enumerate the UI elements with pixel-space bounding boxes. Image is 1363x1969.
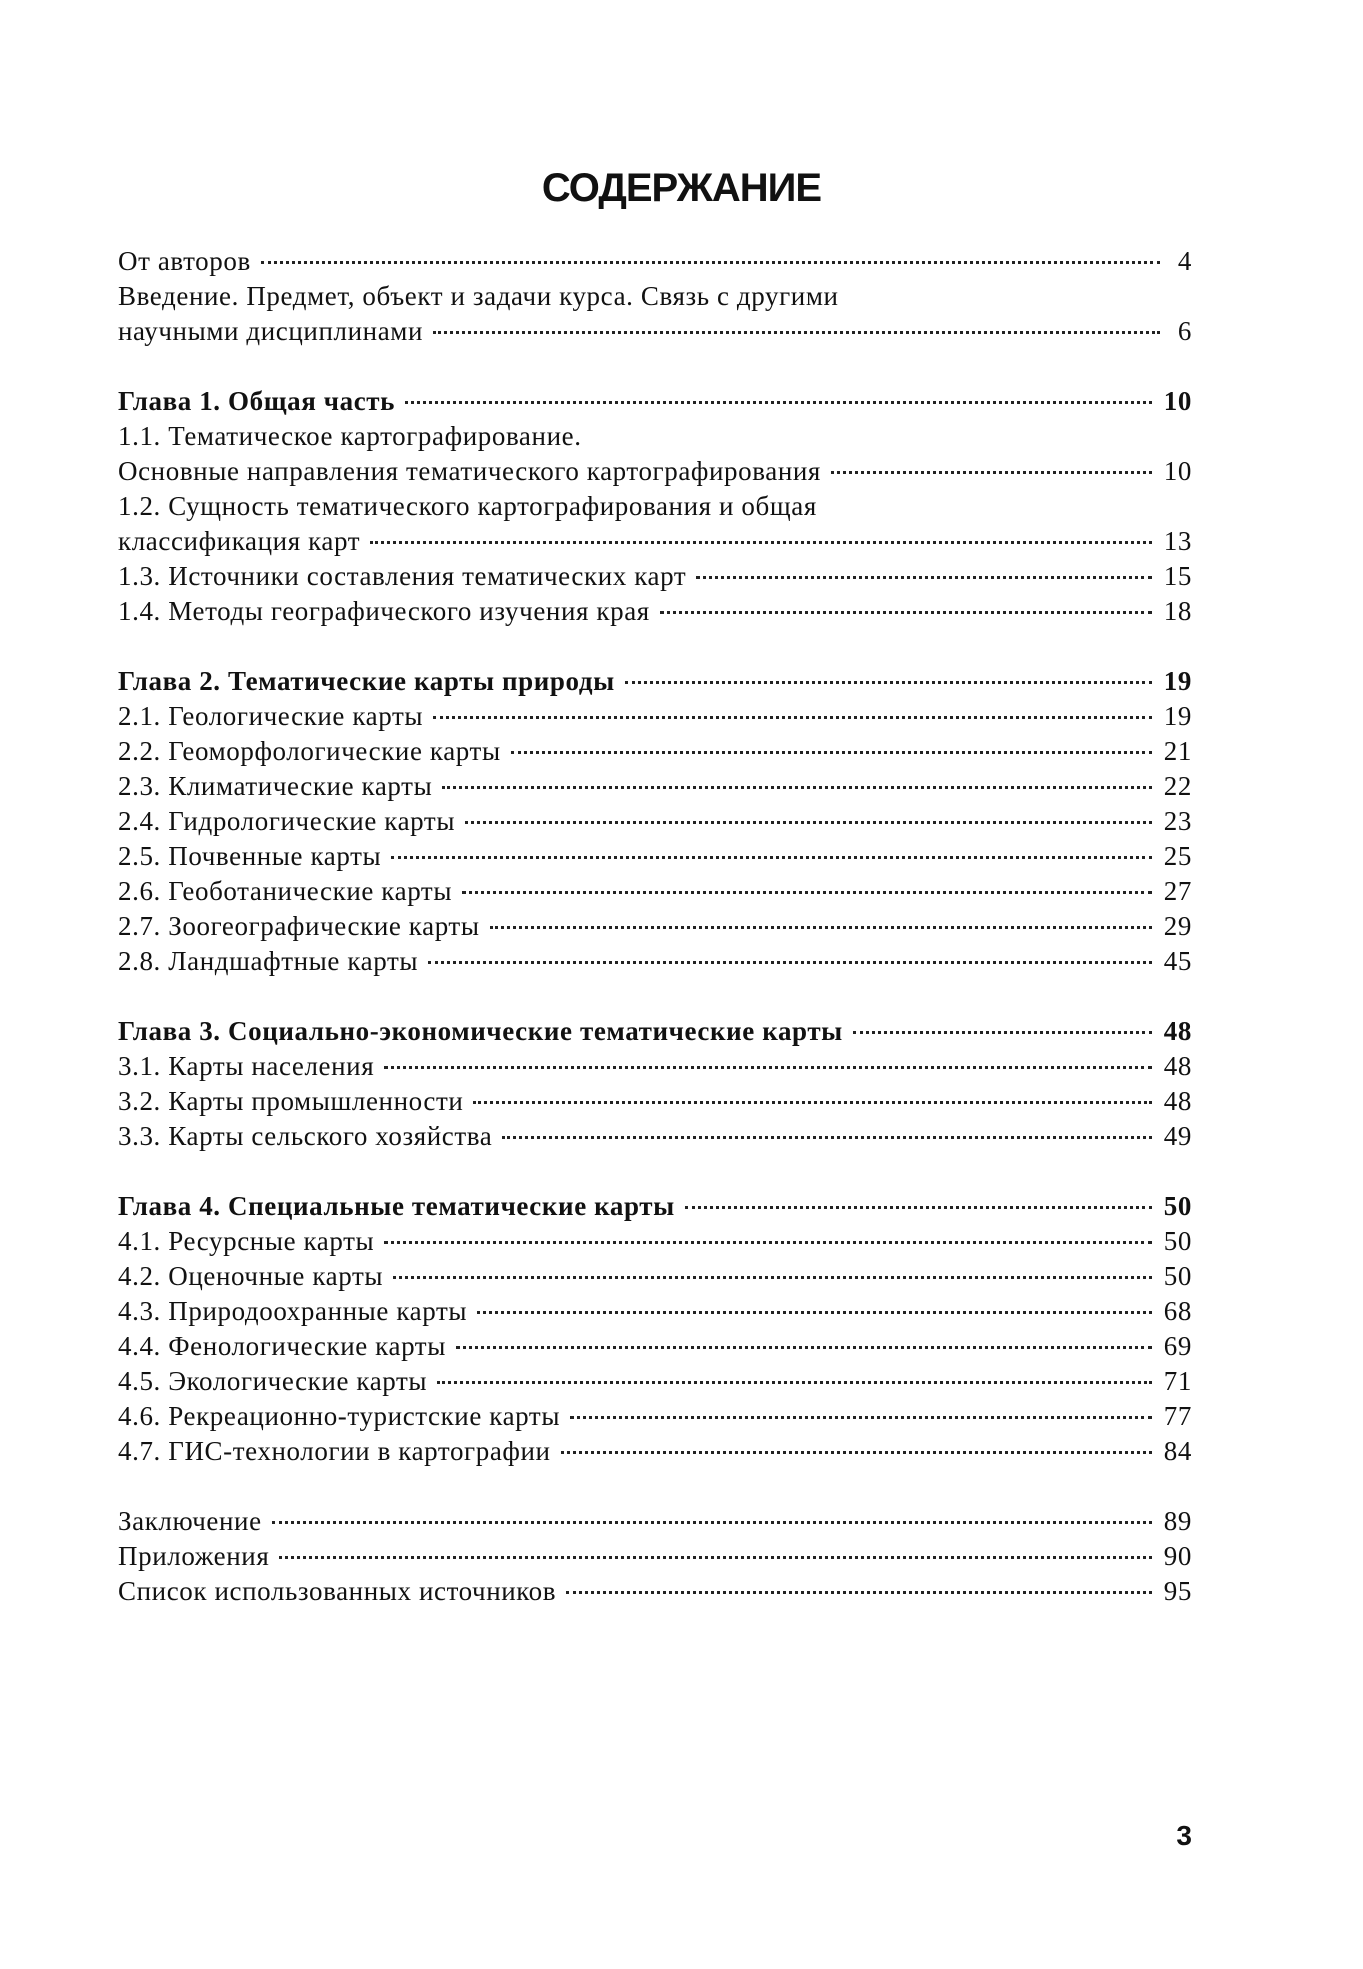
dot-leader xyxy=(272,1521,1152,1524)
toc-entry-title: 2.5. Почвенные карты xyxy=(118,841,382,871)
toc-entry-page: 90 xyxy=(1163,1541,1192,1571)
dot-leader xyxy=(561,1451,1152,1454)
toc-entry-title: Глава 1. Общая часть xyxy=(118,386,396,416)
dot-leader xyxy=(384,1066,1152,1069)
toc-entry-1-4[interactable] xyxy=(118,594,1192,629)
dot-leader xyxy=(685,1206,1152,1209)
toc-chapter-2[interactable] xyxy=(118,664,1192,699)
toc-entry-page: 13 xyxy=(1163,526,1192,556)
toc-entry-3-2[interactable] xyxy=(118,1084,1192,1119)
dot-leader xyxy=(566,1591,1152,1594)
toc-entry-page: 4 xyxy=(1177,246,1192,276)
toc-entry-title: 3.3. Карты сельского хозяйства xyxy=(118,1121,493,1151)
toc-entry-title: Приложения xyxy=(118,1541,270,1571)
toc-entry-4-7[interactable] xyxy=(118,1434,1192,1469)
dot-leader xyxy=(437,1381,1152,1384)
toc-entry-4-5[interactable] xyxy=(118,1364,1192,1399)
toc-entry-title: 2.2. Геоморфологические карты xyxy=(118,736,501,766)
toc-chapter-4[interactable] xyxy=(118,1189,1192,1224)
dot-leader xyxy=(393,1276,1152,1279)
toc-entry-references[interactable] xyxy=(118,1574,1192,1609)
toc-entry-title: Глава 2. Тематические карты природы xyxy=(118,666,615,696)
toc-entry-page: 10 xyxy=(1163,386,1192,416)
toc-entry-page: 48 xyxy=(1163,1086,1192,1116)
toc-entry-2-2[interactable] xyxy=(118,734,1192,769)
dot-leader xyxy=(391,856,1152,859)
toc-entry-title: 2.6. Геоботанические карты xyxy=(118,876,453,906)
toc-entry-page: 48 xyxy=(1163,1051,1192,1081)
toc-entry-title: 4.7. ГИС-технологии в картографии xyxy=(118,1436,551,1466)
dot-leader xyxy=(462,891,1152,894)
toc-entry-2-5[interactable] xyxy=(118,839,1192,874)
toc-entry-title: 4.6. Рекреационно-туристские карты xyxy=(118,1401,561,1431)
toc-entry-2-1[interactable] xyxy=(118,699,1192,734)
toc-entry-page: 23 xyxy=(1163,806,1192,836)
toc-entry-page: 25 xyxy=(1163,841,1192,871)
dot-leader xyxy=(696,576,1152,579)
section-gap xyxy=(118,629,1192,664)
dot-leader xyxy=(428,961,1152,964)
dot-leader xyxy=(465,821,1152,824)
dot-leader xyxy=(490,926,1152,929)
toc-entry-4-6[interactable] xyxy=(118,1399,1192,1434)
toc-entry-page: 71 xyxy=(1163,1366,1192,1396)
toc-entry-4-2[interactable] xyxy=(118,1259,1192,1294)
toc-entry-page: 29 xyxy=(1163,911,1192,941)
toc-entry-page: 6 xyxy=(1177,316,1192,346)
toc-entry-4-4[interactable] xyxy=(118,1329,1192,1364)
dot-leader xyxy=(625,681,1152,684)
toc-entry-title: научными дисциплинами xyxy=(118,316,424,346)
section-gap xyxy=(118,979,1192,1014)
toc-entry-page: 89 xyxy=(1163,1506,1192,1536)
toc-entry-page: 69 xyxy=(1163,1331,1192,1361)
toc-entry-title: 4.2. Оценочные карты xyxy=(118,1261,384,1291)
toc-entry-page: 15 xyxy=(1163,561,1192,591)
toc-entry-page: 18 xyxy=(1163,596,1192,626)
dot-leader xyxy=(502,1136,1151,1139)
toc-entry-page: 48 xyxy=(1163,1016,1192,1046)
toc-entry-title: 2.7. Зоогеографические карты xyxy=(118,911,480,941)
toc-entry-page: 50 xyxy=(1163,1261,1192,1291)
page-title: СОДЕРЖАНИЕ xyxy=(541,166,822,210)
toc-entry-title: 4.4. Фенологические карты xyxy=(118,1331,446,1361)
toc-entry-appendices[interactable] xyxy=(118,1539,1192,1574)
toc-entry-2-4[interactable] xyxy=(118,804,1192,839)
toc-entry-2-3[interactable] xyxy=(118,769,1192,804)
toc-entry-from-authors[interactable] xyxy=(118,244,1192,279)
section-gap xyxy=(118,349,1192,384)
toc-entry-title: 4.5. Экологические карты xyxy=(118,1366,428,1396)
toc-entry-title: 3.2. Карты промышленности xyxy=(118,1086,464,1116)
dot-leader xyxy=(473,1101,1151,1104)
toc-entry-4-3[interactable] xyxy=(118,1294,1192,1329)
toc-entry-page: 77 xyxy=(1163,1401,1192,1431)
dot-leader xyxy=(433,716,1152,719)
toc-entry-title: Глава 4. Специальные тематические карты xyxy=(118,1191,675,1221)
toc-entry-4-1[interactable] xyxy=(118,1224,1192,1259)
dot-leader xyxy=(442,786,1151,789)
toc-entry-introduction-continued[interactable] xyxy=(118,314,1192,349)
toc-entry-title: От авторов xyxy=(118,246,251,276)
toc-chapter-3[interactable] xyxy=(118,1014,1192,1049)
table-of-contents xyxy=(118,244,1192,1609)
section-gap xyxy=(118,1469,1192,1504)
toc-entry-page: 84 xyxy=(1163,1436,1192,1466)
toc-entry-title: 2.8. Ландшафтные карты xyxy=(118,946,419,976)
toc-entry-title: Введение. Предмет, объект и задачи курса. Связь с другими xyxy=(118,281,839,311)
dot-leader xyxy=(477,1311,1152,1314)
dot-leader xyxy=(831,471,1152,474)
toc-entry-title: 2.3. Климатические карты xyxy=(118,771,433,801)
page-number: 3 xyxy=(1176,1820,1192,1851)
toc-entry-conclusion[interactable] xyxy=(118,1504,1192,1539)
dot-leader xyxy=(456,1346,1152,1349)
toc-entry-page: 22 xyxy=(1163,771,1192,801)
toc-entry-page: 68 xyxy=(1163,1296,1192,1326)
dot-leader xyxy=(261,261,1160,264)
toc-entry-page: 49 xyxy=(1163,1121,1192,1151)
dot-leader xyxy=(433,331,1160,334)
toc-entry-page: 45 xyxy=(1163,946,1192,976)
toc-entry-title: Заключение xyxy=(118,1506,262,1536)
toc-entry-1-2[interactable] xyxy=(118,489,1192,524)
dot-leader xyxy=(511,751,1152,754)
toc-entry-1-3[interactable] xyxy=(118,559,1192,594)
dot-leader xyxy=(279,1556,1151,1559)
toc-entry-title: Глава 3. Социально-экономические тематические карты xyxy=(118,1016,843,1046)
toc-entry-title: 3.1. Карты населения xyxy=(118,1051,375,1081)
toc-entry-title: 2.1. Геологические карты xyxy=(118,701,424,731)
toc-entry-title: Список использованных источников xyxy=(118,1576,557,1606)
toc-entry-page: 19 xyxy=(1163,701,1192,731)
toc-entry-page: 10 xyxy=(1163,456,1192,486)
toc-entry-title: 4.1. Ресурсные карты xyxy=(118,1226,375,1256)
toc-entry-3-1[interactable] xyxy=(118,1049,1192,1084)
toc-entry-1-1[interactable] xyxy=(118,419,1192,454)
dot-leader xyxy=(384,1241,1152,1244)
dot-leader xyxy=(853,1031,1152,1034)
toc-entry-title: 1.1. Тематическое картографирование. xyxy=(118,421,582,451)
toc-entry-title: классификация карт xyxy=(118,526,361,556)
toc-entry-2-7[interactable] xyxy=(118,909,1192,944)
toc-entry-title: 4.3. Природоохранные карты xyxy=(118,1296,468,1326)
toc-entry-introduction[interactable] xyxy=(118,279,1192,314)
toc-entry-1-1-continued[interactable] xyxy=(118,454,1192,489)
toc-entry-title: Основные направления тематического картографирования xyxy=(118,456,821,486)
dot-leader xyxy=(570,1416,1152,1419)
toc-entry-3-3[interactable] xyxy=(118,1119,1192,1154)
toc-entry-page: 19 xyxy=(1163,666,1192,696)
toc-entry-title: 1.3. Источники составления тематических карт xyxy=(118,561,687,591)
toc-entry-page: 21 xyxy=(1163,736,1192,766)
toc-entry-title: 1.4. Методы географического изучения края xyxy=(118,596,650,626)
toc-entry-title: 2.4. Гидрологические карты xyxy=(118,806,456,836)
toc-entry-title: 1.2. Сущность тематического картографирования и общая xyxy=(118,491,817,521)
section-gap xyxy=(118,1154,1192,1189)
toc-entry-page: 50 xyxy=(1163,1191,1192,1221)
toc-entry-2-6[interactable] xyxy=(118,874,1192,909)
dot-leader xyxy=(370,541,1152,544)
toc-entry-1-2-continued[interactable] xyxy=(118,524,1192,559)
toc-chapter-1[interactable] xyxy=(118,384,1192,419)
dot-leader xyxy=(405,401,1152,404)
toc-entry-page: 27 xyxy=(1163,876,1192,906)
toc-entry-page: 50 xyxy=(1163,1226,1192,1256)
toc-entry-page: 95 xyxy=(1163,1576,1192,1606)
toc-entry-2-8[interactable] xyxy=(118,944,1192,979)
dot-leader xyxy=(660,611,1152,614)
